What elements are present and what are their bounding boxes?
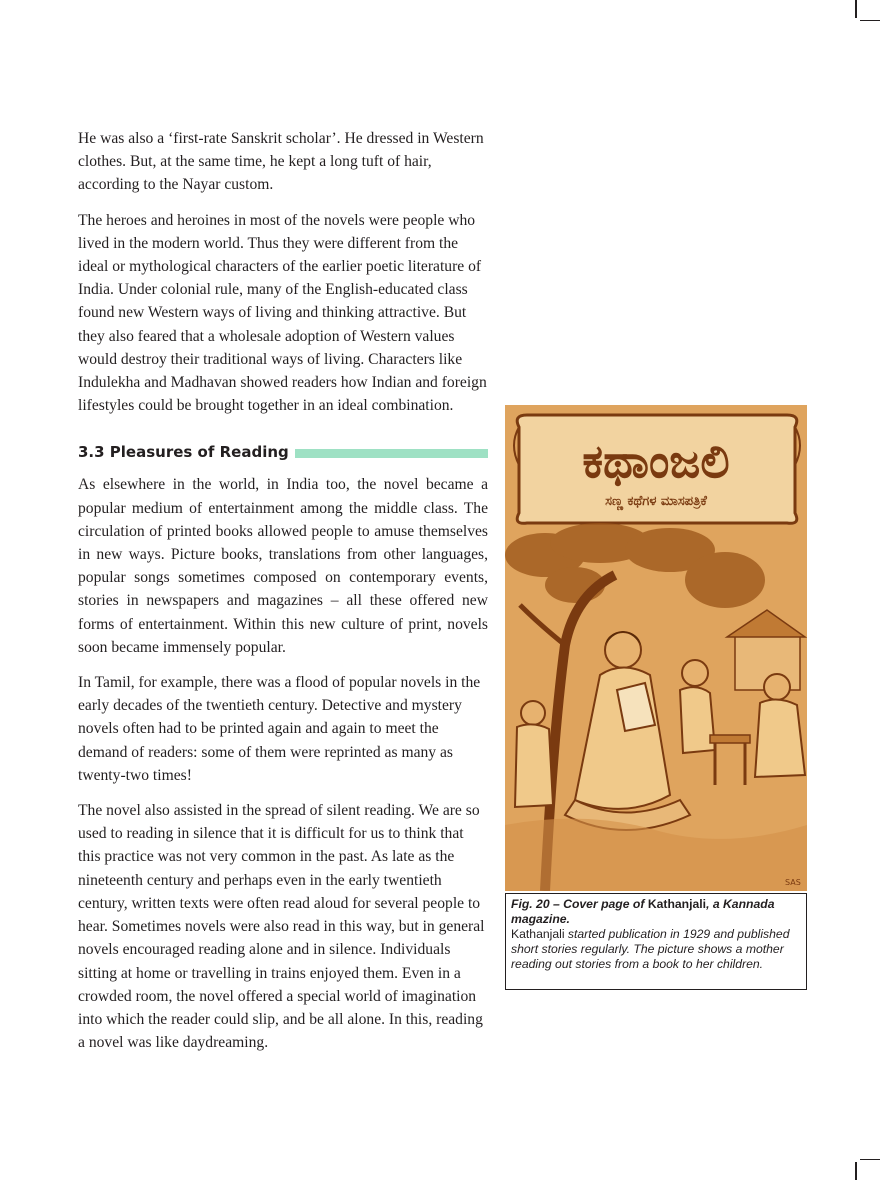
paragraph: The novel also assisted in the spread of silent reading. We are so used to reading in silence that it is difficult for us to think that this practice was not very common in the past. As late as the nineteenth century and perhaps even in the early twentieth century, written texts were often read aloud for several people to hear. Sometimes novels were also read in this way, but in general novels encouraged reading alone and in silence. Individuals sitting at home or travelling in trains enjoyed them. Even in a crowded room, the novel offered a special world of imagination into which the reader could slip, and be all alone. In this, reading a novel was like daydreaming. [78, 802, 485, 1052]
section-title: 3.3 Pleasures of Reading [78, 443, 289, 462]
paragraph: In Tamil, for example, there was a flood of popular novels in the early decades of the twentieth century. Detective and mystery novels often had to be printed again and again to meet the demand of readers: some of them were reprinted as many as twenty-two times! [78, 674, 481, 784]
kathanjali-cover-illustration [505, 405, 807, 891]
figure-20 [505, 405, 807, 990]
cover-title: ಕಥಾಂಜಲಿ [582, 434, 730, 488]
paragraph: He was also a ‘first-rate Sanskrit scholar’. He dressed in Western clothes. But, at the same time, he kept a long tuft of hair, according to the Nayar custom. [78, 130, 484, 194]
section-heading [78, 443, 488, 461]
main-text-column [78, 127, 488, 1066]
section-heading-bar [295, 449, 488, 458]
crop-mark-bottom-horizontal [860, 1159, 880, 1160]
figure-caption [505, 893, 807, 990]
caption-figure-label: Fig. 20 – Cover page of [511, 897, 648, 911]
caption-figure-label-rest: , a Kannada magazine. [511, 897, 775, 926]
crop-mark-bottom-vertical [855, 1162, 857, 1180]
crop-mark-top-horizontal [860, 20, 880, 21]
cover-subtitle: ಸಣ್ಣ ಕಥೆಗಳ ಮಾಸಪತ್ರಿಕೆ [605, 494, 707, 509]
caption-body-name: Kathanjali [511, 927, 565, 941]
paragraph: The heroes and heroines in most of the novels were people who lived in the modern world. Thus they were different from the ideal or mythological characters of the earlier poetic literature of India. Under colonial rule, many of the English-educated class found new Western ways of living and thinking attractive. But they also feared that a wholesale adoption of Western values would destroy their traditional ways of living. Characters like Indulekha and Madhavan showed readers how Indian and foreign lifestyles could be brought together in an ideal combination. [78, 211, 487, 415]
artist-mark: SAS [785, 878, 801, 887]
caption-magazine-name: Kathanjali [647, 897, 707, 911]
crop-mark-top-vertical [855, 0, 857, 18]
paragraph: As elsewhere in the world, in India too, the novel became a popular medium of entertainment among the middle class. The circulation of printed books allowed people to amuse themselves in new ways. Picture books, translations from other languages, popular songs sometimes composed on contemporary events, stories in newspapers and magazines – all these offered new forms of entertainment. Within this new culture of print, novels soon became immensely popular. [78, 476, 488, 656]
caption-body-text: started publication in 1929 and published short stories regularly. The picture shows a mother reading out stories from a book to her children. [511, 927, 790, 971]
